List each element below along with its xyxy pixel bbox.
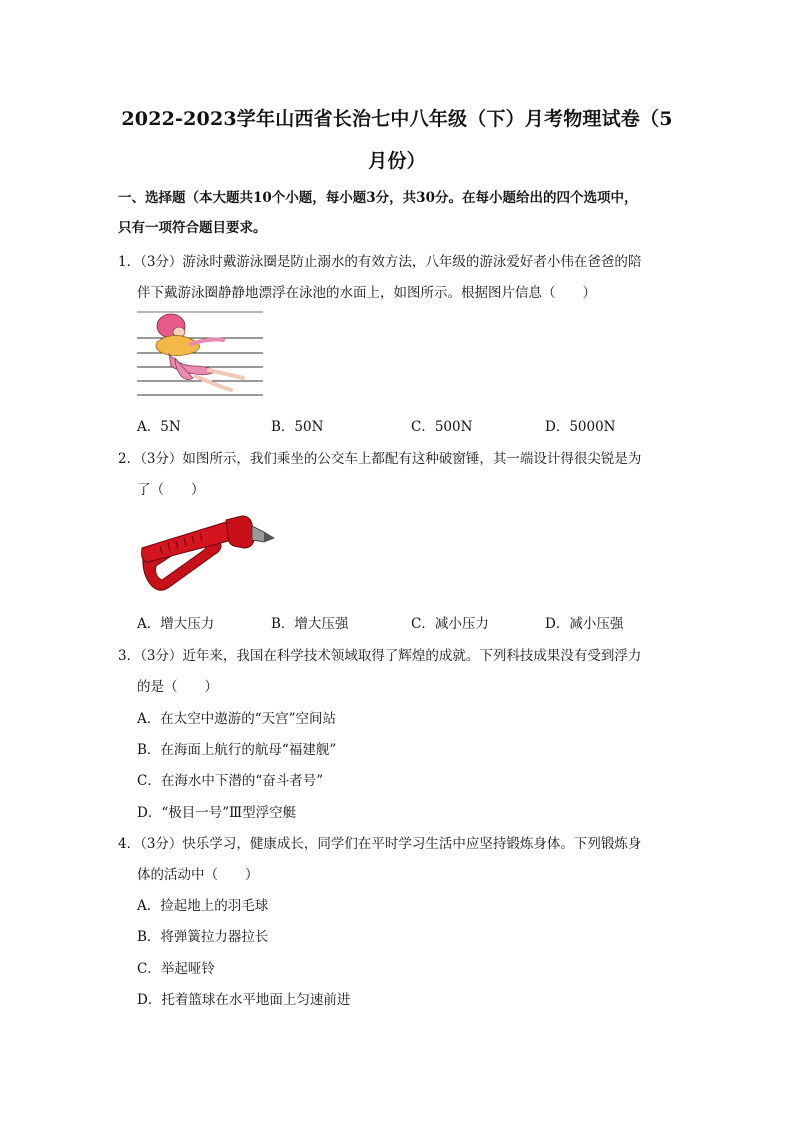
question-2-option-c[interactable]: C．减小压力 [411,616,489,632]
section-heading-line2: 只有一项符合题目要求。 [118,220,267,236]
question-2-text-line2: 了（ ） [137,482,205,498]
question-4-option-d[interactable]: D．托着篮球在水平地面上匀速前进 [137,992,351,1008]
question-3-text-line2: 的是（ ） [137,679,218,695]
swimmer-with-float-ring-icon [135,310,270,402]
question-1-text-line1: 1．（3分）游泳时戴游泳圈是防止溺水的有效方法，八年级的游泳爱好者小伟在爸爸的陪 [118,254,642,270]
question-4-text-line1: 4．（3分）快乐学习，健康成长，同学们在平时学习生活中应坚持锻炼身体。下列锻炼身 [118,836,642,852]
question-2-option-b[interactable]: B．增大压强 [271,616,349,632]
question-1-option-d[interactable]: D．5000N [545,419,616,435]
question-3-option-d[interactable]: D．“极目一号”Ⅲ型浮空艇 [137,805,297,821]
question-2-text-line1: 2．（3分）如图所示，我们乘坐的公交车上都配有这种破窗锤，其一端设计得很尖锐是为 [118,451,642,467]
question-1-option-a[interactable]: A．5N [137,419,181,435]
question-4-option-c[interactable]: C．举起哑铃 [137,961,215,977]
window-hammer-figure [138,510,276,598]
question-4-text-line2: 体的活动中（ ） [137,867,259,883]
swimmer-float-figure [135,310,270,402]
question-3-text-line1: 3．（3分）近年来，我国在科学技术领域取得了辉煌的成就。下列科技成果没有受到浮力 [118,648,642,664]
exam-title-line2: 月份） [368,150,426,172]
section-heading-line1: 一、选择题（本大题共10个小题，每小题3分，共30分。在每小题给出的四个选项中， [118,190,638,206]
exam-title-line1: 2022-2023学年山西省长治七中八年级（下）月考物理试卷（5 [121,108,673,130]
question-4-option-b[interactable]: B．将弹簧拉力器拉长 [137,929,269,945]
question-3-option-a[interactable]: A．在太空中遨游的“天宫”空间站 [137,711,337,727]
question-2-option-d[interactable]: D．减小压强 [545,616,624,632]
question-1-option-c[interactable]: C．500N [411,419,473,435]
question-3-option-c[interactable]: C．在海水中下潜的“奋斗者号” [137,773,324,789]
emergency-window-hammer-icon [138,510,276,598]
question-2-option-a[interactable]: A．增大压力 [137,616,215,632]
question-1-option-b[interactable]: B．50N [271,419,324,435]
question-1-text-line2: 伴下戴游泳圈静静地漂浮在泳池的水面上，如图所示。根据图片信息（ ） [137,285,596,301]
question-4-option-a[interactable]: A．捡起地上的羽毛球 [137,898,269,914]
question-3-option-b[interactable]: B．在海面上航行的航母“福建舰” [137,742,337,758]
